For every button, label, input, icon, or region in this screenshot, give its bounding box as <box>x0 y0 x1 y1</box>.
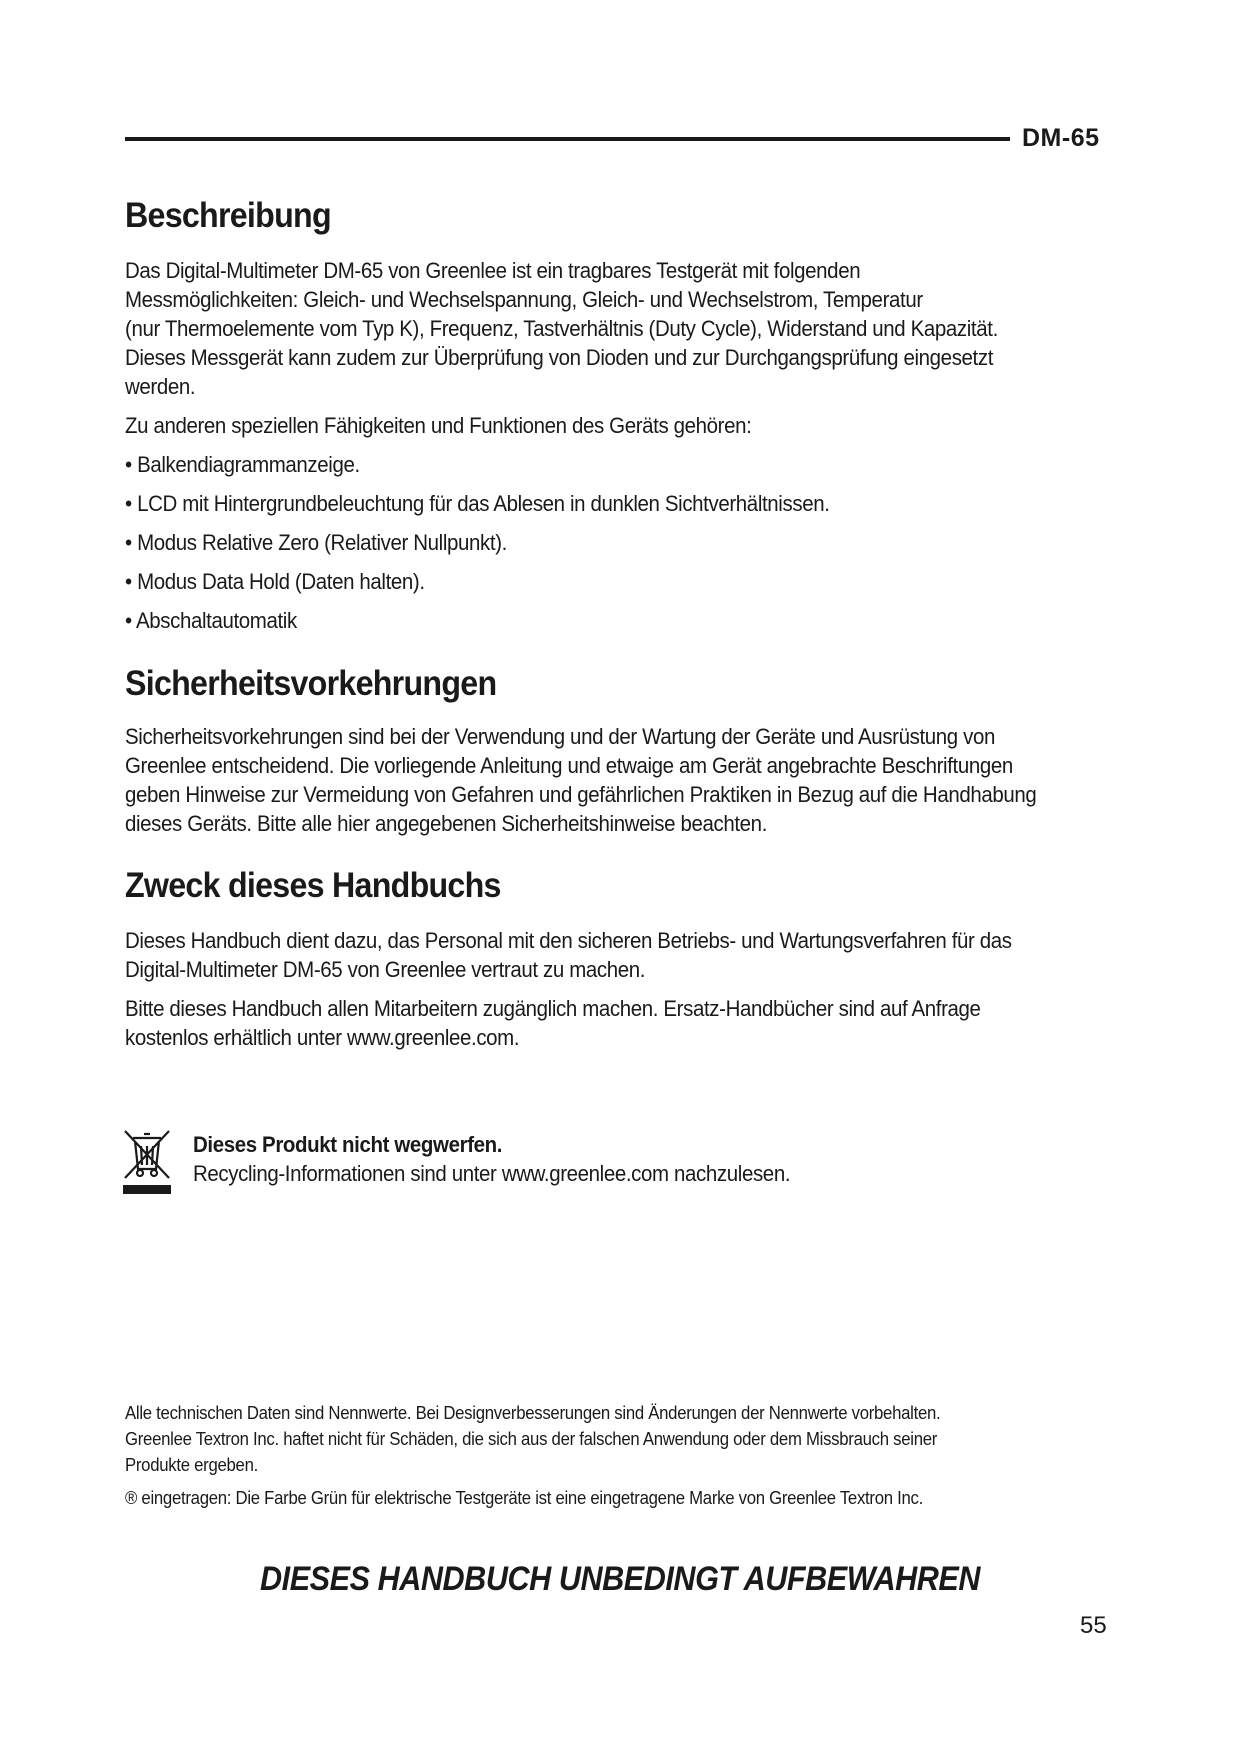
text-line: dieses Geräts. Bitte alle hier angegebenen Sicherheitshinweise beachten. <box>125 811 768 836</box>
text-line: Dieses Handbuch dient dazu, das Personal mit den sicheren Betriebs- und Wartungsverfahren für das <box>125 928 1012 953</box>
purpose-paragraph-2 <box>125 994 1125 1052</box>
text-line: Das Digital-Multimeter DM-65 von Greenlee ist ein tragbares Testgerät mit folgenden <box>125 258 861 283</box>
text-line: Sicherheitsvorkehrungen sind bei der Verwendung und der Wartung der Geräte und Ausrüstung von <box>125 724 996 749</box>
text-line: ® eingetragen: Die Farbe Grün für elektrische Testgeräte ist eine eingetragene Marke von Greenlee Textron Inc. <box>125 1488 924 1508</box>
text-line: Messmöglichkeiten: Gleich- und Wechselspannung, Gleich- und Wechselstrom, Temperatur <box>125 287 923 312</box>
text-line: kostenlos erhältlich unter www.greenlee.com. <box>125 1025 520 1050</box>
description-heading: Beschreibung <box>125 196 331 235</box>
trademark-notice <box>125 1485 1125 1511</box>
text-line: (nur Thermoelemente vom Typ K), Frequenz, Tastverhältnis (Duty Cycle), Widerstand und Kapazität. <box>125 316 998 341</box>
purpose-paragraph-1 <box>125 926 1125 984</box>
feature-list <box>125 450 1125 645</box>
text-line: Dieses Messgerät kann zudem zur Überprüfung von Dioden und zur Durchgangsprüfung eingesetzt <box>125 345 994 370</box>
purpose-section <box>125 866 1125 906</box>
description-section <box>125 196 1125 236</box>
safety-section <box>125 664 1125 704</box>
safety-paragraph <box>125 722 1125 838</box>
keep-manual-notice: DIESES HANDBUCH UNBEDINGT AUFBEWAHREN <box>260 1560 981 1598</box>
page-number: 55 <box>1080 1612 1107 1639</box>
text-line: Digital-Multimeter DM-65 von Greenlee vertraut zu machen. <box>125 957 646 982</box>
header-rule <box>125 137 1010 141</box>
weee-text: Recycling-Informationen sind unter www.greenlee.com nachzulesen. <box>193 1161 791 1186</box>
text-line: Zu anderen speziellen Fähigkeiten und Funktionen des Geräts gehören: <box>125 413 752 438</box>
text-line: Bitte dieses Handbuch allen Mitarbeitern zugänglich machen. Ersatz-Handbücher sind auf Anfrage <box>125 996 981 1021</box>
list-item: • Balkendiagrammanzeige. <box>125 452 360 477</box>
text-line: Greenlee entscheidend. Die vorliegende Anleitung und etwaige am Gerät angebrachte Beschriftungen <box>125 753 1013 778</box>
weee-notice <box>193 1130 835 1188</box>
features-intro <box>125 411 1125 440</box>
safety-heading: Sicherheitsvorkehrungen <box>125 664 497 703</box>
description-paragraph <box>125 256 1125 401</box>
list-item: • Modus Data Hold (Daten halten). <box>125 569 425 594</box>
purpose-heading: Zweck dieses Handbuchs <box>125 866 501 905</box>
header-model-label: DM-65 <box>1022 124 1100 152</box>
text-line: werden. <box>125 374 196 399</box>
list-item: • LCD mit Hintergrundbeleuchtung für das Ablesen in dunklen Sichtverhältnissen. <box>125 491 830 516</box>
list-item: • Modus Relative Zero (Relativer Nullpunkt). <box>125 530 507 555</box>
specs-disclaimer <box>125 1400 1125 1478</box>
crossed-out-wheelie-bin-icon <box>122 1128 172 1196</box>
text-line: Alle technischen Daten sind Nennwerte. Bei Designverbesserungen sind Änderungen der Nennwerte vorbehalten. <box>125 1403 941 1423</box>
weee-title: Dieses Produkt nicht wegwerfen. <box>193 1132 503 1157</box>
list-item: • Abschaltautomatik <box>125 608 297 633</box>
text-line: geben Hinweise zur Vermeidung von Gefahren und gefährlichen Praktiken in Bezug auf die Handhabung <box>125 782 1037 807</box>
text-line: Greenlee Textron Inc. haftet nicht für Schäden, die sich aus der falschen Anwendung oder dem Missbrauch seiner <box>125 1429 938 1449</box>
text-line: Produkte ergeben. <box>125 1455 259 1475</box>
